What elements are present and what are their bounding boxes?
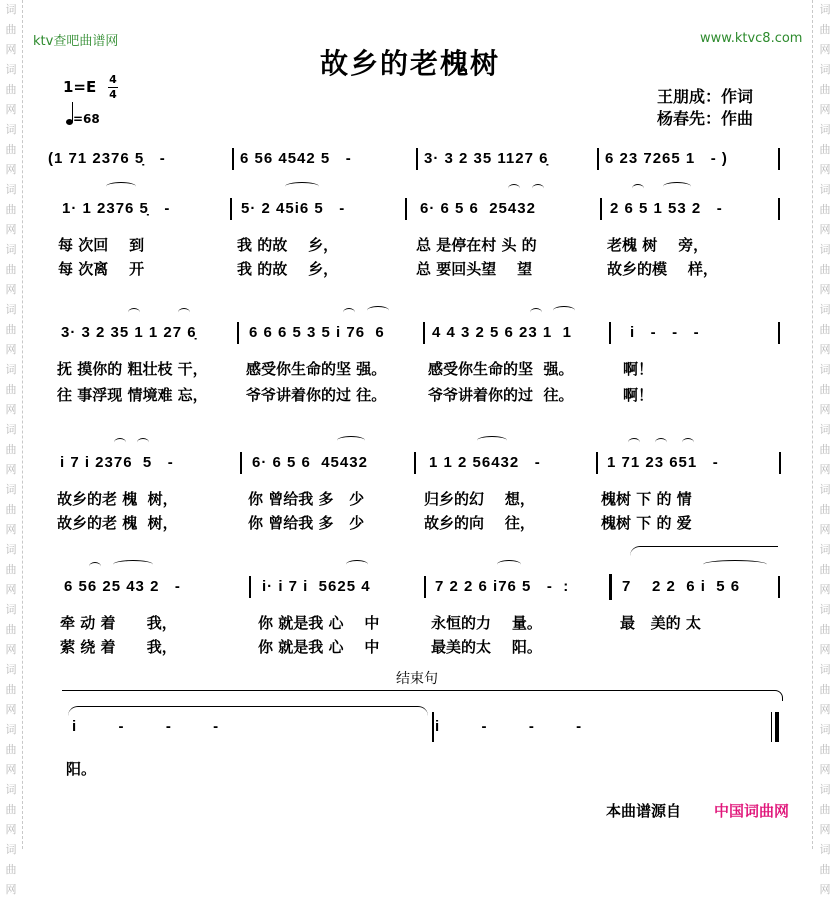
watermark-char: 词 <box>819 603 831 616</box>
watermark-group <box>0 120 22 180</box>
time-signature-top: 4 <box>109 73 117 86</box>
watermark-char: 网 <box>819 43 831 56</box>
watermark-char: 曲 <box>819 743 831 756</box>
measure: 3· 3 2 35 1127 6̣ <box>424 150 549 167</box>
watermark-char: 词 <box>819 663 831 676</box>
watermark-char: 词 <box>5 663 17 676</box>
lyric-verse2: 萦 绕 着 我， <box>60 638 177 656</box>
slur <box>663 182 691 191</box>
source-site-link[interactable]: 中国词曲网 <box>714 802 790 820</box>
watermark-group <box>0 540 22 600</box>
lyric-verse1: 总 是停在村 头 的 <box>416 236 537 254</box>
barline <box>249 576 251 598</box>
watermark-group <box>0 420 22 480</box>
watermark-char: 曲 <box>5 203 17 216</box>
watermark-group <box>813 300 837 360</box>
watermark-group <box>813 600 837 660</box>
watermark-char: 网 <box>819 223 831 236</box>
watermark-char: 曲 <box>5 563 17 576</box>
watermark-char: 网 <box>5 103 17 116</box>
watermark-group <box>0 0 22 60</box>
lyric-verse1: 故乡的老 槐 树， <box>57 490 178 508</box>
watermark-char: 网 <box>5 883 17 896</box>
watermark-char: 网 <box>819 643 831 656</box>
watermark-group <box>813 660 837 720</box>
slur <box>477 436 507 445</box>
barline <box>596 452 598 474</box>
watermark-group <box>0 840 22 900</box>
watermark-char: 曲 <box>5 443 17 456</box>
lyric-verse1: 抚 摸你的 粗壮枝 干， <box>57 360 208 378</box>
lyric-verse2: 往 事浮现 情境难 忘， <box>57 386 208 404</box>
lyric-verse1: 最 美的 太 <box>620 614 701 632</box>
watermark-char: 词 <box>5 843 17 856</box>
watermark-char: 网 <box>5 163 17 176</box>
watermark-group <box>0 660 22 720</box>
watermark-char: 曲 <box>5 863 17 876</box>
barline <box>432 712 434 742</box>
watermark-group <box>0 240 22 300</box>
composer: 杨春先：作曲 <box>657 109 754 128</box>
watermark-char: 网 <box>819 763 831 776</box>
lyric-verse2: 故乡的向 往， <box>424 514 535 532</box>
measure: i· i 7 i 5625 4 <box>262 578 371 595</box>
time-signature <box>108 74 118 101</box>
barline <box>405 198 407 220</box>
lyric-verse1: 老槐 树 旁， <box>607 236 709 254</box>
site-name-left: ktv查吧曲谱网 <box>33 34 119 49</box>
watermark-char: 网 <box>5 283 17 296</box>
ending-bracket <box>62 690 783 701</box>
measure: 1 71 23 651 - <box>607 454 719 471</box>
watermark-char: 词 <box>819 303 831 316</box>
barline <box>240 452 242 474</box>
barline <box>424 576 426 598</box>
ending-measure: i - - - <box>72 718 220 735</box>
lyric-verse1: 每 次回 到 <box>58 236 145 254</box>
watermark-char: 曲 <box>819 683 831 696</box>
measure: 6· 6 5 6 25432 <box>420 200 536 217</box>
ending-measure: i - - - <box>435 718 583 735</box>
watermark-char: 曲 <box>5 503 17 516</box>
volta-bracket <box>630 546 778 557</box>
measure: 6 56 25 43 2 - <box>64 578 181 595</box>
measure: (1 71 2376 5̣ - <box>48 150 166 167</box>
lyric-verse2: 最美的太 阳。 <box>431 638 542 656</box>
watermark-char: 网 <box>5 703 17 716</box>
barline <box>237 322 239 344</box>
lyric-verse1: 感受你生命的坚 强。 <box>428 360 574 378</box>
watermark-char: 词 <box>5 3 17 16</box>
watermark-group <box>813 420 837 480</box>
lyric-verse2: 故乡的老 槐 树， <box>57 514 178 532</box>
measure: 7 2 2 6 i 5 6 <box>622 578 741 595</box>
watermark-char: 曲 <box>819 863 831 876</box>
final-barline-thin <box>771 712 772 742</box>
lyric-verse1: 永恒的力 量。 <box>431 614 542 632</box>
watermark-char: 网 <box>819 583 831 596</box>
watermark-char: 词 <box>5 603 17 616</box>
barline <box>609 322 611 344</box>
watermark-char: 网 <box>5 763 17 776</box>
watermark-group <box>0 720 22 780</box>
measure: 6· 6 5 6 45432 <box>252 454 368 471</box>
watermark-char: 词 <box>819 3 831 16</box>
watermark-char: 网 <box>5 403 17 416</box>
watermark-char: 网 <box>819 343 831 356</box>
watermark-char: 曲 <box>819 443 831 456</box>
watermark-char: 词 <box>5 123 17 136</box>
lyric-verse2: 故乡的模 样， <box>607 260 718 278</box>
watermark-char: 网 <box>5 583 17 596</box>
barline <box>778 148 780 170</box>
measure: 1· 1 2376 5̣ - <box>62 200 171 217</box>
watermark-group <box>0 780 22 840</box>
site-url-right: www.ktvc8.com <box>700 31 803 46</box>
lyric-verse2: 槐树 下 的 爱 <box>601 514 692 532</box>
watermark-group <box>0 600 22 660</box>
watermark-group <box>0 60 22 120</box>
repeat-barline <box>609 574 612 600</box>
watermark-char: 词 <box>819 723 831 736</box>
watermark-group <box>813 120 837 180</box>
barline <box>778 576 780 598</box>
lyric-verse2: 我 的故 乡， <box>237 260 339 278</box>
watermark-group <box>813 360 837 420</box>
watermark-char: 曲 <box>819 803 831 816</box>
song-title: 故乡的老槐树 <box>320 47 501 80</box>
slur <box>628 438 640 447</box>
watermark-char: 词 <box>5 783 17 796</box>
watermark-char: 曲 <box>5 23 17 36</box>
lyric-verse1: 啊！ <box>623 360 654 378</box>
watermark-char: 词 <box>819 63 831 76</box>
lyric-verse1: 槐树 下 的 情 <box>601 490 692 508</box>
slur <box>137 438 149 447</box>
watermark-char: 曲 <box>5 803 17 816</box>
watermark-char: 曲 <box>819 23 831 36</box>
measure: 6 56 4542 5 - <box>240 150 352 167</box>
lyric-verse2: 爷爷讲着你的过 往。 <box>246 386 387 404</box>
watermark-char: 词 <box>5 423 17 436</box>
barline <box>414 452 416 474</box>
watermark-group <box>813 780 837 840</box>
slur <box>89 562 101 571</box>
slur <box>703 560 767 569</box>
watermark-group <box>813 480 837 540</box>
watermark-char: 网 <box>819 463 831 476</box>
watermark-group <box>813 0 837 60</box>
watermark-char: 网 <box>819 403 831 416</box>
watermark-strip-left <box>0 0 23 896</box>
watermark-group <box>813 540 837 600</box>
watermark-char: 曲 <box>819 203 831 216</box>
measure: i 7 i 2376 5 - <box>60 454 174 471</box>
watermark-group <box>813 240 837 300</box>
time-signature-bottom: 4 <box>109 88 117 101</box>
watermark-char: 词 <box>819 243 831 256</box>
barline <box>597 148 599 170</box>
lyric-verse2: 你 曾给我 多 少 <box>248 514 365 532</box>
watermark-char: 词 <box>819 363 831 376</box>
watermark-char: 网 <box>5 43 17 56</box>
slur <box>114 438 126 447</box>
watermark-group <box>813 60 837 120</box>
watermark-char: 曲 <box>819 383 831 396</box>
watermark-char: 曲 <box>819 623 831 636</box>
watermark-char: 曲 <box>5 143 17 156</box>
watermark-char: 词 <box>5 543 17 556</box>
lyric-verse2: 每 次离 开 <box>58 260 145 278</box>
tempo-marking <box>66 112 100 126</box>
slur <box>337 436 365 445</box>
slur <box>632 184 644 193</box>
watermark-group <box>813 840 837 900</box>
watermark-char: 曲 <box>5 683 17 696</box>
watermark-char: 网 <box>5 463 17 476</box>
slur <box>497 560 521 569</box>
barline <box>778 322 780 344</box>
lyric-verse2: 爷爷讲着你的过 往。 <box>428 386 574 404</box>
barline <box>423 322 425 344</box>
watermark-char: 曲 <box>5 323 17 336</box>
watermark-char: 曲 <box>819 503 831 516</box>
barline <box>416 148 418 170</box>
measure: 7 2 2 6 i76 5 - : <box>435 578 570 595</box>
watermark-char: 曲 <box>819 323 831 336</box>
watermark-char: 曲 <box>5 83 17 96</box>
source-label: 本曲谱源自 <box>606 802 682 820</box>
tempo-value: =68 <box>73 112 100 126</box>
measure: 3· 3 2 35 1 1 27 6̣ <box>61 324 197 341</box>
barline <box>778 198 780 220</box>
watermark-char: 曲 <box>819 263 831 276</box>
credits <box>657 86 753 130</box>
watermark-group <box>0 360 22 420</box>
measure: 2 6 5 1 53 2 - <box>610 200 723 217</box>
watermark-char: 词 <box>819 483 831 496</box>
watermark-char: 网 <box>819 703 831 716</box>
watermark-char: 曲 <box>5 263 17 276</box>
lyric-verse2: 啊！ <box>623 386 654 404</box>
lyricist: 王朋成：作词 <box>657 87 754 106</box>
watermark-char: 词 <box>819 543 831 556</box>
measure: 5· 2 45i6 5 - <box>241 200 346 217</box>
watermark-strip-right <box>812 0 837 896</box>
barline <box>600 198 602 220</box>
slur <box>553 306 575 315</box>
key-signature: 1=E <box>63 78 97 96</box>
lyric-verse1: 牵 动 着 我， <box>60 614 177 632</box>
quarter-note-icon <box>66 119 73 125</box>
slur <box>343 308 355 317</box>
watermark-char: 词 <box>5 183 17 196</box>
watermark-char: 曲 <box>5 623 17 636</box>
slur <box>178 308 190 317</box>
watermark-char: 词 <box>819 783 831 796</box>
watermark-char: 网 <box>819 283 831 296</box>
watermark-char: 曲 <box>5 383 17 396</box>
watermark-group <box>813 720 837 780</box>
slur <box>106 182 136 191</box>
barline <box>232 148 234 170</box>
watermark-char: 网 <box>819 523 831 536</box>
ending-lyric: 阳。 <box>66 760 97 778</box>
watermark-char: 网 <box>819 823 831 836</box>
watermark-char: 曲 <box>5 743 17 756</box>
final-barline-thick <box>775 712 779 742</box>
watermark-char: 词 <box>5 723 17 736</box>
measure: 6 23 7265 1 - ) <box>605 150 728 167</box>
watermark-char: 词 <box>5 63 17 76</box>
watermark-char: 词 <box>5 363 17 376</box>
watermark-char: 网 <box>819 883 831 896</box>
watermark-char: 词 <box>5 243 17 256</box>
measure: i - - - <box>630 324 700 341</box>
watermark-group <box>0 300 22 360</box>
watermark-group <box>0 180 22 240</box>
slur <box>532 184 544 193</box>
slur <box>682 438 694 447</box>
slur <box>367 306 389 315</box>
watermark-char: 词 <box>819 423 831 436</box>
watermark-char: 曲 <box>819 563 831 576</box>
watermark-group <box>0 480 22 540</box>
slur <box>530 308 542 317</box>
watermark-char: 词 <box>819 843 831 856</box>
watermark-char: 词 <box>819 123 831 136</box>
watermark-char: 网 <box>5 823 17 836</box>
watermark-char: 网 <box>5 523 17 536</box>
measure: 6 6 6 5 3 5 i 76 6 <box>249 324 385 341</box>
slur <box>128 308 140 317</box>
lyric-verse2: 总 要回头望 望 <box>416 260 533 278</box>
watermark-char: 网 <box>5 343 17 356</box>
measure: 4 4 3 2 5 6 23 1 1 <box>432 324 572 341</box>
barline <box>230 198 232 220</box>
watermark-char: 词 <box>819 183 831 196</box>
ending-label: 结束句 <box>396 671 438 687</box>
slur <box>508 184 520 193</box>
lyric-verse1: 感受你生命的坚 强。 <box>246 360 387 378</box>
lyric-verse1: 归乡的幻 想， <box>424 490 535 508</box>
measure: 1 1 2 56432 - <box>429 454 541 471</box>
slur <box>346 560 368 569</box>
lyric-verse1: 我 的故 乡， <box>237 236 339 254</box>
ending-slur <box>68 706 428 717</box>
slur <box>285 182 319 191</box>
slur <box>655 438 667 447</box>
watermark-group <box>813 180 837 240</box>
lyric-verse2: 你 就是我 心 中 <box>258 638 380 656</box>
watermark-char: 网 <box>819 163 831 176</box>
watermark-char: 曲 <box>819 143 831 156</box>
watermark-char: 词 <box>5 483 17 496</box>
watermark-char: 网 <box>5 223 17 236</box>
watermark-char: 曲 <box>819 83 831 96</box>
watermark-char: 网 <box>5 643 17 656</box>
watermark-char: 网 <box>819 103 831 116</box>
lyric-verse1: 你 就是我 心 中 <box>258 614 380 632</box>
watermark-char: 词 <box>5 303 17 316</box>
lyric-verse1: 你 曾给我 多 少 <box>248 490 365 508</box>
slur <box>113 560 153 569</box>
barline <box>779 452 781 474</box>
